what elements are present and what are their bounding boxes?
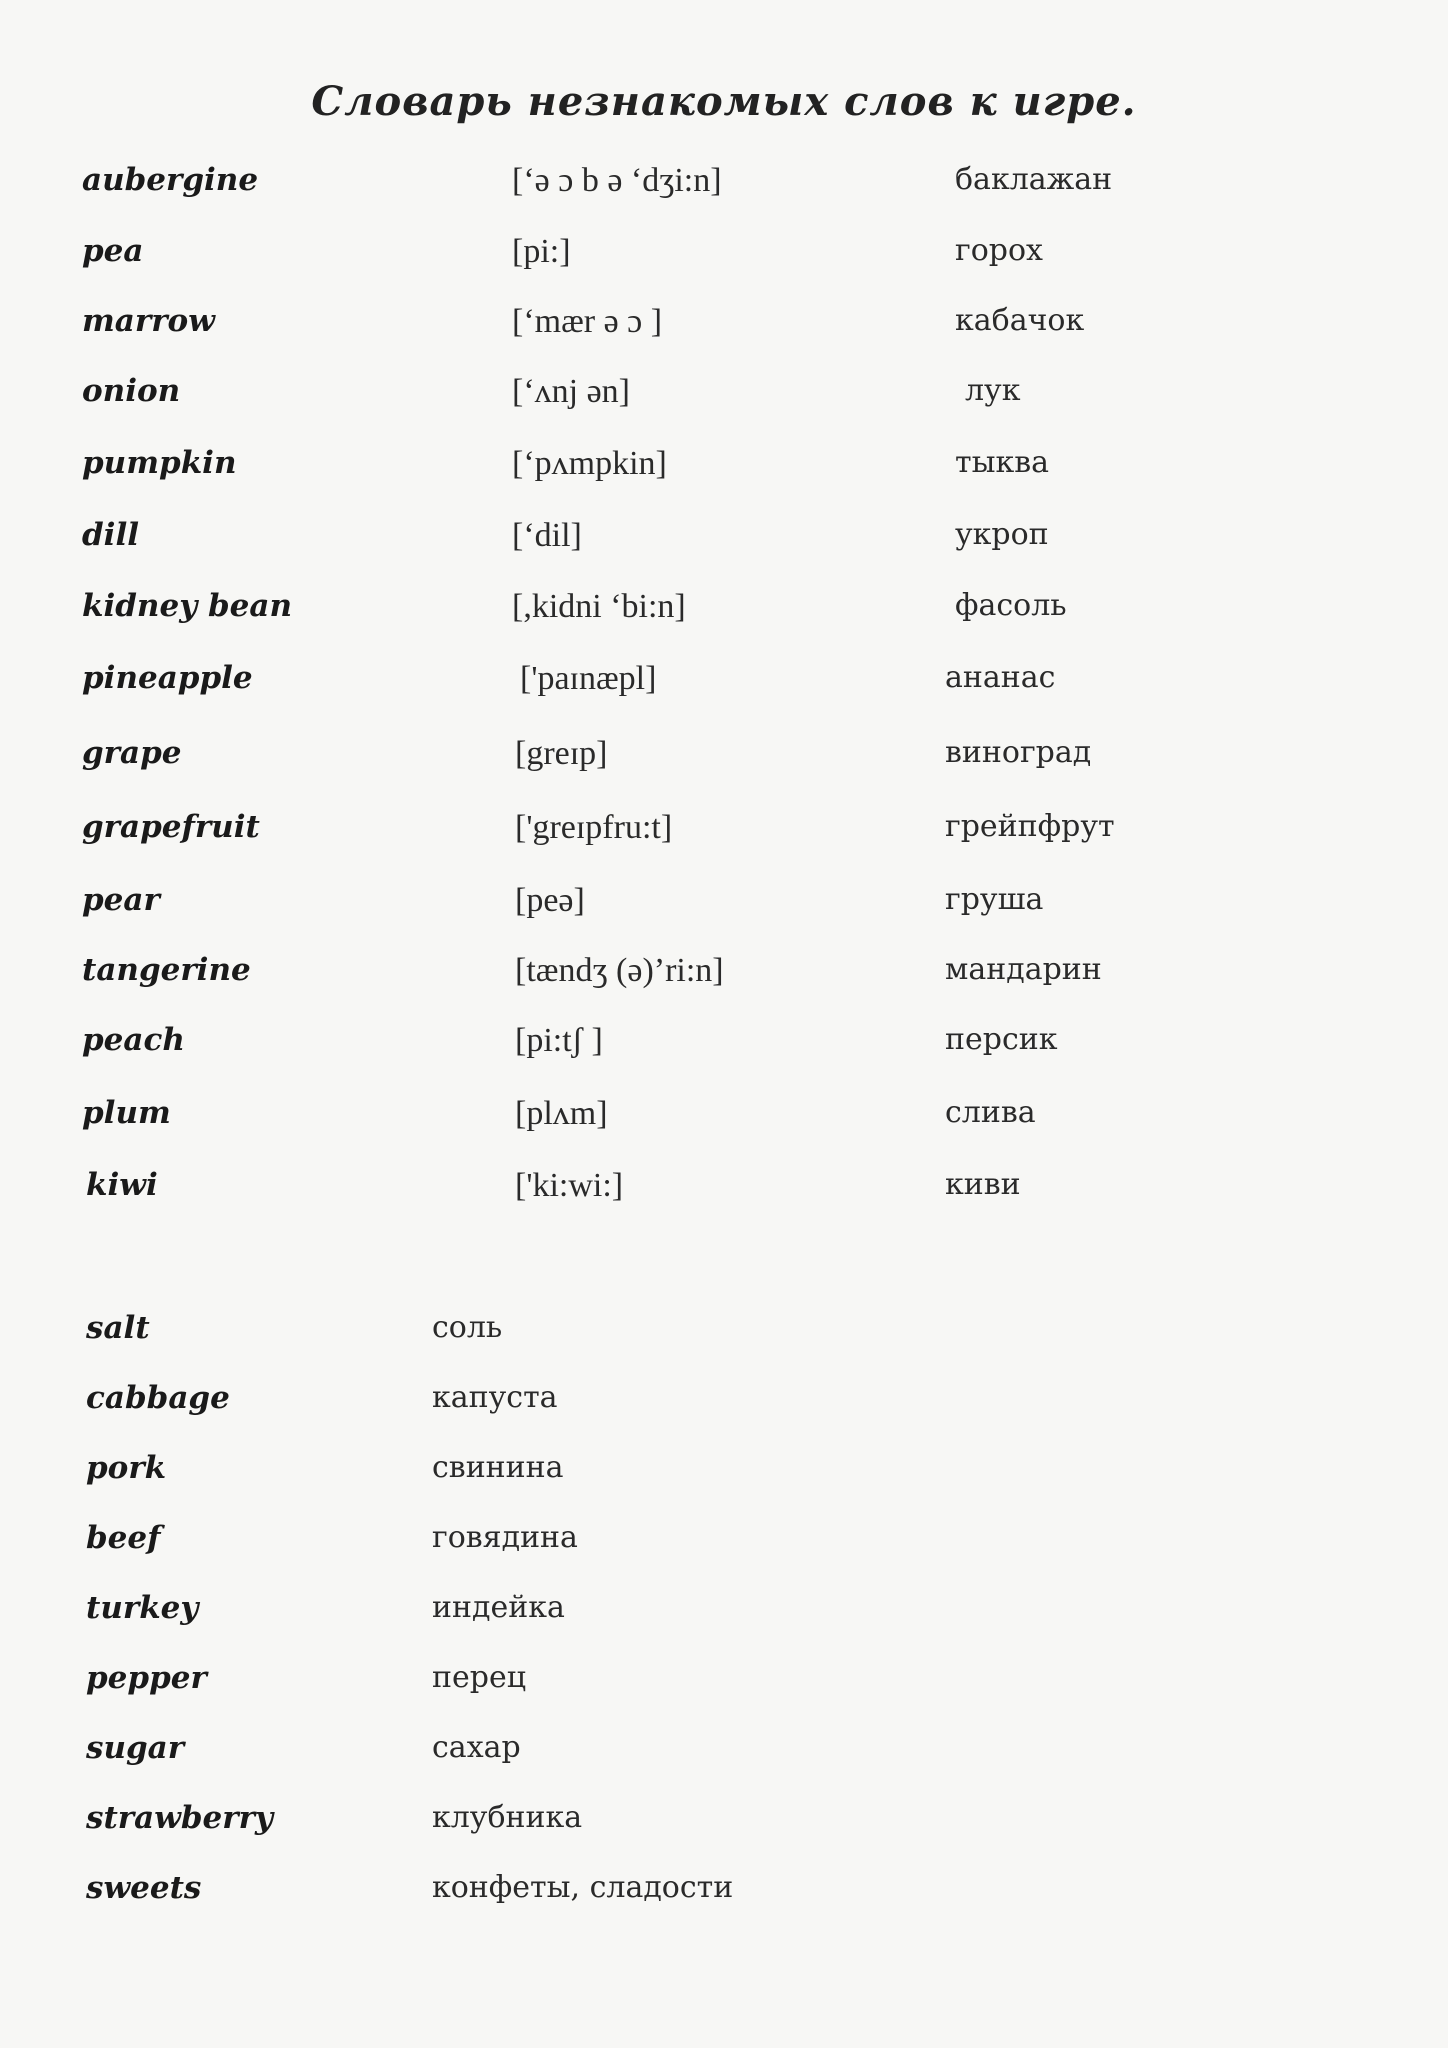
vocabulary-row — [0, 445, 1448, 495]
english-word: kiwi — [86, 1167, 158, 1203]
transcription: [pi:] — [512, 233, 571, 270]
english-word: sugar — [86, 1730, 185, 1766]
russian-translation: ананас — [945, 660, 1056, 695]
vocabulary-row — [0, 1167, 1448, 1217]
russian-translation: грейпфрут — [945, 809, 1115, 844]
russian-translation: капуста — [432, 1380, 558, 1415]
vocabulary-row — [0, 1095, 1448, 1145]
vocabulary-row — [0, 373, 1448, 423]
transcription: [‘mær ə ɔ ] — [512, 303, 663, 340]
extra-row — [0, 1660, 1448, 1710]
transcription: [pi:tʃ ] — [515, 1022, 603, 1059]
english-word: turkey — [86, 1590, 199, 1626]
extra-row — [0, 1800, 1448, 1850]
extra-row — [0, 1730, 1448, 1780]
vocabulary-row — [0, 1022, 1448, 1072]
russian-translation: укроп — [955, 517, 1049, 552]
english-word: pork — [86, 1450, 167, 1486]
extra-row — [0, 1520, 1448, 1570]
english-word: dill — [82, 517, 140, 553]
english-word: salt — [86, 1310, 150, 1346]
vocabulary-row — [0, 882, 1448, 932]
vocabulary-row — [0, 233, 1448, 283]
english-word: pepper — [86, 1660, 207, 1696]
transcription: [‘ʌnj ən] — [512, 373, 631, 410]
russian-translation: перец — [432, 1660, 526, 1695]
russian-translation: клубника — [432, 1800, 583, 1835]
english-word: marrow — [82, 303, 215, 339]
vocabulary-row — [0, 162, 1448, 212]
english-word: pumpkin — [82, 445, 237, 481]
russian-translation: виноград — [945, 735, 1092, 770]
english-word: grape — [82, 735, 182, 771]
vocabulary-row — [0, 588, 1448, 638]
russian-translation: киви — [945, 1167, 1021, 1202]
english-word: aubergine — [82, 162, 259, 198]
english-word: tangerine — [82, 952, 251, 988]
english-word: sweets — [86, 1870, 202, 1906]
transcription: [‘dil] — [512, 517, 582, 554]
extra-row — [0, 1590, 1448, 1640]
english-word: pineapple — [82, 660, 253, 696]
russian-translation: говядина — [432, 1520, 578, 1555]
transcription: [greɪp] — [515, 735, 608, 772]
english-word: cabbage — [86, 1380, 230, 1416]
transcription: [plʌm] — [515, 1095, 608, 1132]
russian-translation: индейка — [432, 1590, 565, 1625]
transcription: [peə] — [515, 882, 585, 919]
english-word: kidney bean — [82, 588, 293, 624]
russian-translation: мандарин — [945, 952, 1102, 987]
russian-translation: сахар — [432, 1730, 521, 1765]
english-word: beef — [86, 1520, 161, 1556]
english-word: plum — [82, 1095, 171, 1131]
russian-translation: свинина — [432, 1450, 564, 1485]
transcription: [‘ə ɔ b ə ‘dʒi:n] — [512, 162, 722, 199]
russian-translation: слива — [945, 1095, 1036, 1130]
english-word: grapefruit — [82, 809, 260, 845]
russian-translation: тыква — [955, 445, 1049, 480]
extra-row — [0, 1310, 1448, 1360]
russian-translation: соль — [432, 1310, 503, 1345]
english-word: onion — [82, 373, 181, 409]
russian-translation: горох — [955, 233, 1043, 268]
russian-translation: лук — [965, 373, 1021, 408]
russian-translation: груша — [945, 882, 1044, 917]
english-word: peach — [82, 1022, 185, 1058]
transcription: [,kidni ‘bi:n] — [512, 588, 686, 625]
english-word: pear — [82, 882, 160, 918]
russian-translation: кабачок — [955, 303, 1085, 338]
transcription: ['ki:wi:] — [515, 1167, 624, 1204]
transcription: [‘pʌmpkin] — [512, 445, 667, 482]
russian-translation: персик — [945, 1022, 1058, 1057]
transcription: [tændʒ (ə)’ri:n] — [515, 952, 724, 989]
transcription: ['paɪnæpl] — [520, 660, 657, 697]
russian-translation: баклажан — [955, 162, 1113, 197]
vocabulary-row — [0, 303, 1448, 353]
transcription: ['greɪpfru:t] — [515, 809, 673, 846]
vocabulary-row — [0, 517, 1448, 567]
extra-row — [0, 1380, 1448, 1430]
extra-row — [0, 1870, 1448, 1920]
vocabulary-row — [0, 809, 1448, 859]
page-title: Словарь незнакомых слов к игре. — [311, 78, 1137, 125]
vocabulary-row — [0, 952, 1448, 1002]
vocabulary-row — [0, 735, 1448, 785]
english-word: pea — [82, 233, 144, 269]
russian-translation: конфеты, сладости — [432, 1870, 734, 1905]
english-word: strawberry — [86, 1800, 273, 1836]
extra-row — [0, 1450, 1448, 1500]
russian-translation: фасоль — [955, 588, 1067, 623]
vocabulary-row — [0, 660, 1448, 710]
